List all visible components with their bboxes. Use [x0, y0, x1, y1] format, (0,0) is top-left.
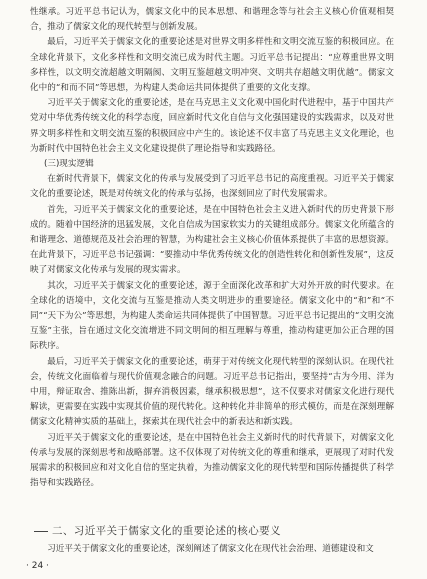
paragraph-text-tail: 。儒家文化中的“和而不同”等思想，为构建人类命运共同体提供了重要的文化支撑。: [30, 67, 395, 94]
paragraph-text-tail: ，这不仅要求对儒家文化进行现代解读，更需要在实践中实现其价值的现代转化。这种转化并非简单的形式模仿，而是在深刻理解儒家文化精神实质的基础上，探索其在现代社会中的新表达和新实践。: [30, 387, 394, 428]
page-number: · 24 ·: [26, 561, 49, 571]
paragraph: [30, 355, 394, 431]
paragraph: 首先，习近平关于儒家文化的重要论述，是在中国特色社会主义进入新时代的历史背景下形成的。随着中国经济的迅猛发展，文化自信成为国家软实力的关键组成部分。儒家文化所蕴含的和谐理念、道德规范及社会治理的智慧，为构建社会主义核心价值体系提供了丰富的思想资源。在此背景下，习近平总书记强调：“要推动中华优秀传统文化的创造性转化和创新性发展”，这反映了对儒家文化传承与发展的现实需求。: [30, 204, 394, 276]
heading-rule: [34, 531, 48, 532]
paragraph-text: 最后，习近平关于儒家文化的重要论述是对世界文明多样性和文明交流互鉴的积极回应。在全球化背景下，文化多样性和文明交流已成为时代主题。习近平总书记提出：“应尊重世界文明多样性，以文明交流超越文明隔阂、文明互鉴超越文明冲突、文明共存超越文明优越”: [30, 37, 394, 78]
section-heading-text: 二、习近平关于儒家文化的重要论述的核心要义: [52, 525, 281, 537]
body-text: [30, 5, 394, 492]
subsection-heading: (三)现实逻辑: [44, 159, 94, 170]
paragraph: 习近平关于儒家文化的重要论述，是在中国特色社会主义新时代的时代背景下，对儒家文化传承与发展的深刻思考和战略部署。这不仅体现了对传统文化的尊重和继承，更展现了对时代发展需求的积极回应和对文化自信的坚定执着，为推动儒家文化的现代转型和国际传播提供了科学指导和实践路径。: [30, 432, 394, 489]
paragraph: 其次，习近平关于儒家文化的重要论述，源于全面深化改革和扩大对外开放的时代要求。在全球化的语境中，文化交流与互鉴是推动人类文明进步的重要途径。儒家文化中的“和”和“不同”“天下为公”等思想，为构建人类命运共同体提供了中国智慧。习近平总书记提出的“文明交流互鉴”主张，旨在通过文化交流增进不同文明间的相互理解与尊重，推动构建更加公正合理的国际秩序。: [30, 280, 394, 352]
paragraph: 习近平关于儒家文化的重要论述，深刻阐述了儒家文化在现代社会治理、道德建设和文: [47, 544, 374, 554]
paragraph: 在新时代背景下，儒家文化的传承与发展受到了习近平总书记的高度重视。习近平关于儒家文化的重要论述，既是对传统文化的传承与弘扬，也深刻回应了时代发展需求。: [30, 174, 394, 200]
paragraph: 习近平关于儒家文化的重要论述，是在马克思主义文化观中国化时代进程中，基于中国共产党对中华优秀传统文化的科学态度，回应新时代文化自信与文化强国建设的实践需求，以及对世界文明多样性和文明交流互鉴的积极回应中产生的。该论述不仅丰富了马克思主义文化理论，也为新时代中国特色社会主义文化建设提供了理论指导和实践路径。: [30, 98, 394, 154]
paragraph-text: 最后，习近平关于儒家文化的重要论述，萌芽于对传统文化现代转型的深刻认识。在现代社会，传统文化面临着与现代价值观念融合的问题。习近平总书记指出，要坚持“古为今用、洋为中用，辩证取舍、推陈出新，摒弃消极因素，继承积极思想”: [30, 356, 394, 398]
paragraph: [30, 35, 394, 96]
paragraph: 性继承。习近平总书记认为，儒家文化中的民本思想、和谐理念等与社会主义核心价值观相契合，推动了儒家文化的现代转型与创新发展。: [30, 7, 394, 33]
section-heading: [52, 523, 281, 538]
